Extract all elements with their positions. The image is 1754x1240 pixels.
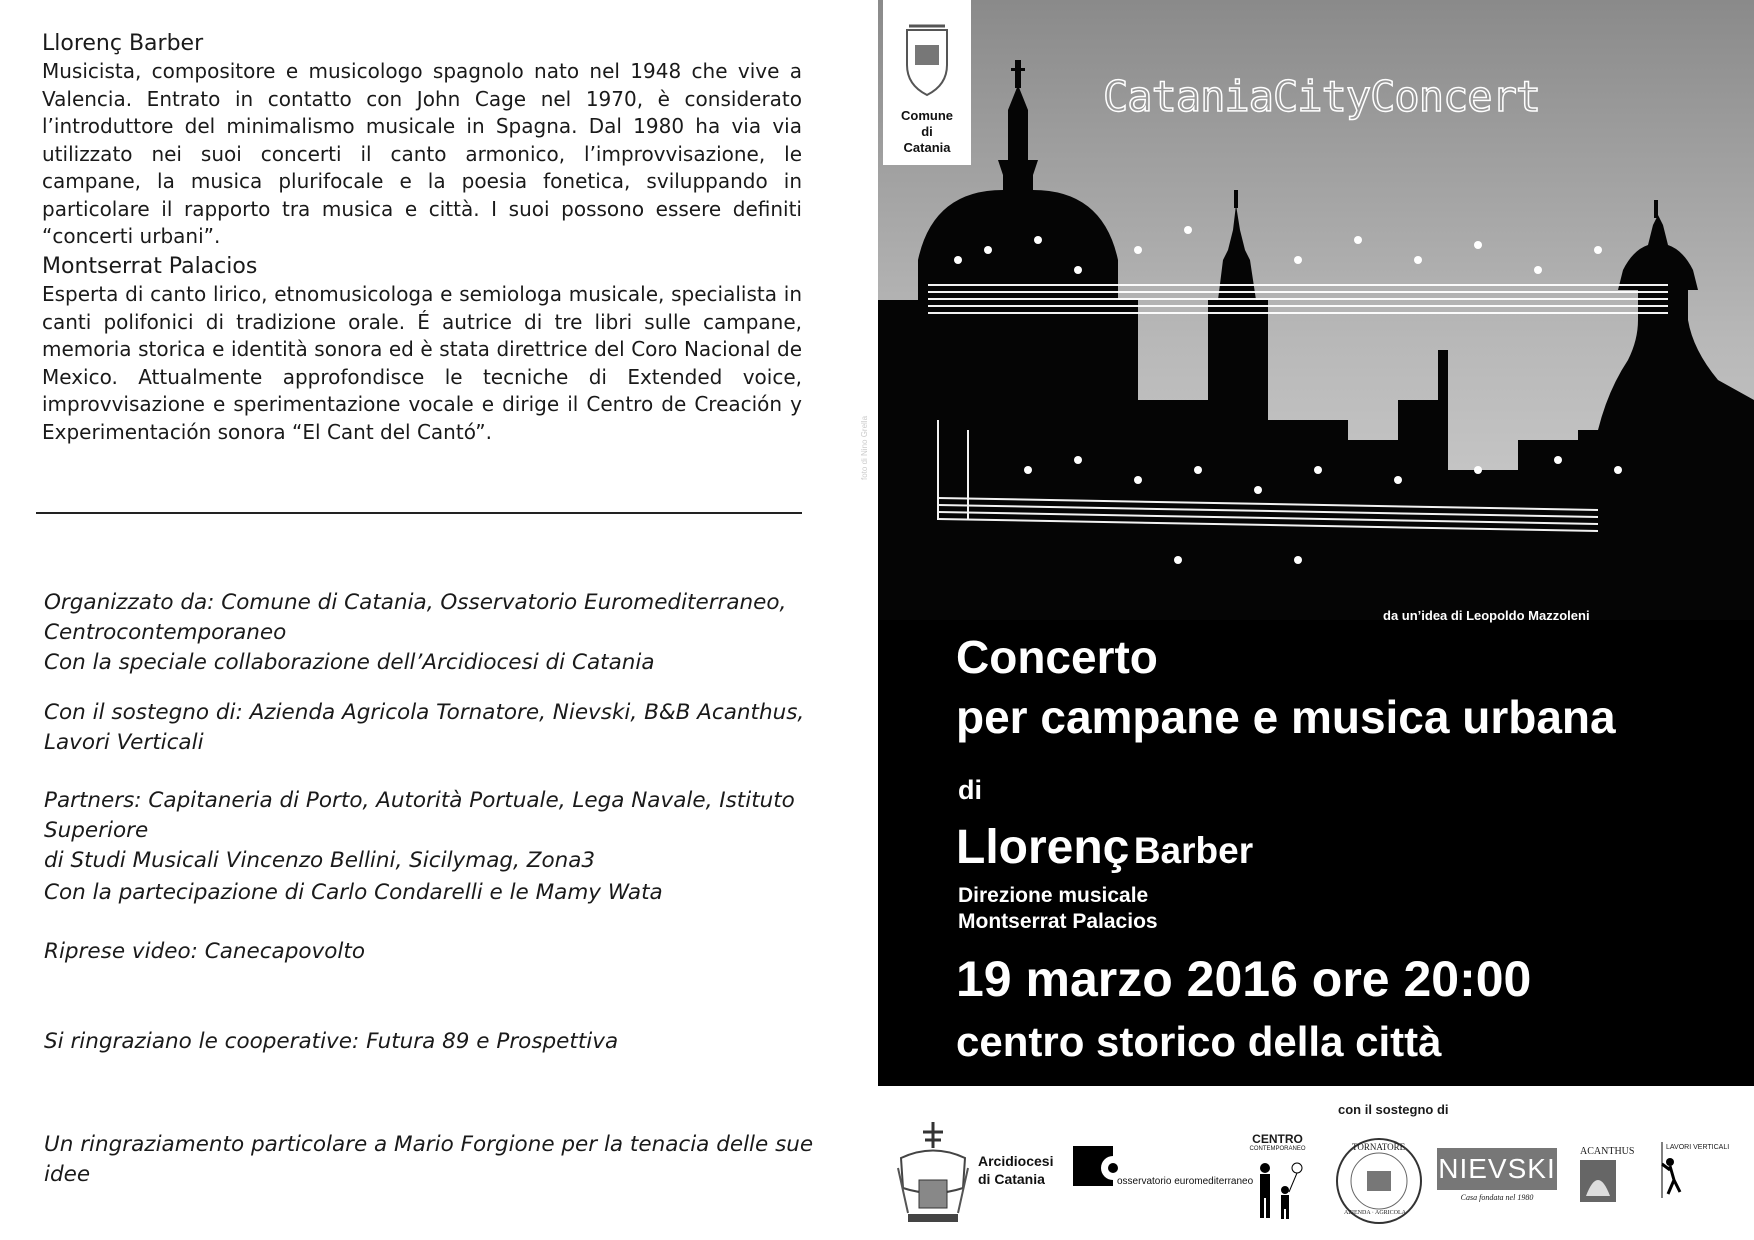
bio-montserrat (42, 253, 802, 446)
comune-label: Comune (901, 108, 953, 123)
composer-last: Barber (1133, 830, 1254, 871)
tornatore-label: TORNATORE (1352, 1142, 1406, 1152)
arcidiocesi-crest-icon (893, 1118, 973, 1226)
concert-date: 19 marzo 2016 ore 20:00 (956, 951, 1532, 1007)
comune-label: Catania (903, 140, 951, 155)
osservatorio-logo-icon (1073, 1146, 1121, 1188)
nievski-label: NIEVSKI (1437, 1148, 1557, 1190)
acanthus-label: ACANTHUS (1580, 1146, 1635, 1157)
osservatorio-label: osservatorio euromediterraneo (1117, 1176, 1254, 1187)
credits-organizzato: Organizzato da: Comune di Catania, Osservatorio Euromediterraneo, Centrocontemporaneo Con la speciale collaborazione dell’Arcidiocesi di Catania (44, 590, 787, 675)
concert-poster (860, 0, 1754, 1086)
direzione-name: Montserrat Palacios (958, 910, 1158, 933)
sponsors-heading: con il sostegno di (1338, 1102, 1449, 1117)
bio-name: Montserrat Palacios (42, 254, 258, 279)
nievski-sub: Casa fondata nel 1980 (1460, 1193, 1534, 1202)
bio-text: Musicista, compositore e musicologo spagnolo nato nel 1948 che vive a Valencia. Entrato in contatto con John Cage nel 1970, è considerato l’introduttore del minimalismo musicale in Spagna. Dal 1980 ha via via utilizzato nei suoi concerti il canto armonico, l’improvvisazione, le campane, la musica plurifocale e la poesia fonetica, sviluppando in particolare il rapporto tra musica e città. I suoi possono essere definiti “concerti urbani”. (42, 59, 802, 248)
credits-ringraziano: Si ringraziano le cooperative: Futura 89 e Prospettiva (44, 1029, 619, 1054)
concert-place: centro storico della città (956, 1018, 1442, 1065)
comune-crest-icon (897, 20, 957, 100)
sponsor-tornatore (1334, 1136, 1424, 1226)
credits-sostegno: Con il sostegno di: Azienda Agricola Tornatore, Nievski, B&B Acanthus, Lavori Verticali (44, 700, 805, 755)
poster-di: di (958, 775, 982, 805)
acanthus-leaf-icon (1580, 1160, 1632, 1206)
family-figures-icon (1247, 1160, 1307, 1222)
series-title: CataniaCityConcert (1103, 72, 1541, 121)
comune-label: di (921, 124, 933, 139)
sponsor-acanthus (1580, 1146, 1640, 1208)
direzione-label: Direzione musicale (958, 884, 1149, 907)
credits-partecipazione: Con la partecipazione di Carlo Condarelli e le Mamy Wata (44, 880, 663, 905)
sponsor-lavori-verticali (1650, 1140, 1750, 1210)
credits-ringraziamento: Un ringraziamento particolare a Mario Forgione per la tenacia delle sue idee (44, 1132, 814, 1187)
poster-title-2: per campane e musica urbana (956, 691, 1616, 743)
credits-riprese: Riprese video: Canecapovolto (44, 939, 365, 964)
centro-label: CONTEMPORANEO (1249, 1146, 1306, 1152)
composer-name (956, 820, 1253, 875)
composer-first: Llorenç (956, 821, 1130, 874)
section-divider (36, 512, 802, 514)
credits (44, 588, 844, 678)
sponsor-centro (1245, 1132, 1310, 1224)
climber-icon (1650, 1142, 1690, 1202)
sponsor-nievski (1437, 1148, 1557, 1210)
sponsor-arcidiocesi (893, 1118, 1083, 1228)
bio-name: Llorenç Barber (42, 31, 204, 56)
arcidiocesi-label: Arcidiocesi (978, 1153, 1054, 1169)
centro-label: CENTRO (1252, 1132, 1303, 1146)
lavori-label: LAVORI VERTICALI (1666, 1144, 1730, 1151)
credits-partners: Partners: Capitaneria di Porto, Autorità Portuale, Lega Navale, Istituto Superiore di Studi Musicali Vincenzo Bellini, Sicilymag, Zona3 (44, 788, 795, 873)
bio-text: Esperta di canto lirico, etnomusicologa e semiologa musicale, specialista in canti polifonici di tradizione orale. É autrice di tre libri sulle campane, memoria storica e identità sonora ed è stata direttrice del Coro Nacional de Mexico. Attualmente approfondisce le tecniche di Extended voice, improvvisazione e sperimentazione vocale e dirige il Centro de Creación y Experimentación sonora “El Cant del Cantó”. (42, 282, 802, 444)
sponsor-osservatorio (1073, 1146, 1254, 1196)
bio-llorenc (42, 30, 802, 251)
comune-logo (883, 0, 971, 165)
tornatore-sub: AZIENDA · AGRICOLA (1344, 1210, 1406, 1216)
arcidiocesi-label: di Catania (978, 1171, 1045, 1187)
photo-credit: foto di Nino Grella (860, 415, 869, 480)
idea-credit: da un’idea di Leopoldo Mazzoleni (1383, 608, 1590, 623)
poster-title-1: Concerto (956, 631, 1158, 683)
